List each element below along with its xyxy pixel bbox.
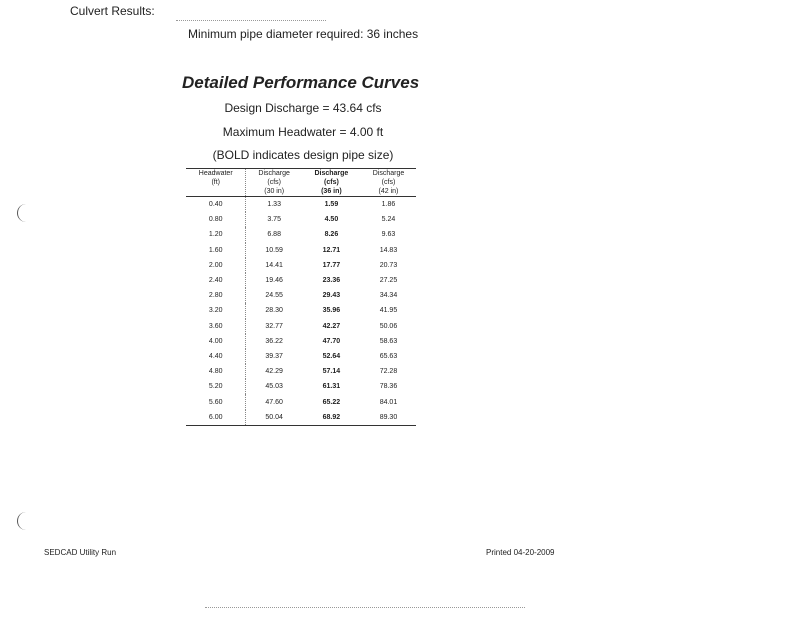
headwater-cell: 6.00 bbox=[186, 410, 246, 426]
discharge-30-cell: 14.41 bbox=[246, 258, 302, 273]
discharge-36-cell: 17.77 bbox=[322, 261, 341, 269]
discharge-30-cell: 47.60 bbox=[246, 394, 302, 409]
header-headwater bbox=[186, 169, 246, 197]
discharge-42-cell: 84.01 bbox=[379, 398, 398, 406]
discharge-30-cell: 6.88 bbox=[246, 227, 302, 242]
discharge-42-cell: 72.28 bbox=[379, 368, 398, 376]
discharge-36-cell: 61.31 bbox=[322, 383, 341, 391]
min-pipe-diameter-text: Minimum pipe diameter required: 36 inches bbox=[188, 27, 419, 41]
discharge-36-cell: 35.96 bbox=[322, 307, 341, 315]
table-row bbox=[186, 303, 416, 318]
discharge-36-cell: 47.70 bbox=[322, 337, 341, 345]
discharge-30-cell: 28.30 bbox=[246, 303, 302, 318]
headwater-cell: 0.80 bbox=[208, 216, 223, 224]
discharge-30-cell: 10.59 bbox=[246, 243, 302, 258]
table-row bbox=[186, 394, 416, 409]
culvert-results-label: Culvert Results: bbox=[70, 4, 155, 18]
discharge-30-cell: 1.33 bbox=[246, 197, 302, 213]
performance-table bbox=[186, 168, 416, 426]
discharge-42-cell: 27.25 bbox=[379, 277, 398, 285]
header-discharge-36-size: (36 in) bbox=[321, 188, 342, 195]
headwater-cell: 1.60 bbox=[208, 246, 223, 254]
headwater-cell: 0.40 bbox=[208, 201, 223, 209]
header-discharge-42 bbox=[361, 169, 416, 197]
discharge-42-cell: 34.34 bbox=[379, 292, 398, 300]
table-row bbox=[186, 379, 416, 394]
discharge-42-cell: 14.83 bbox=[379, 246, 398, 254]
discharge-36-cell: 68.92 bbox=[302, 410, 361, 426]
table-header-row bbox=[186, 169, 416, 197]
discharge-42-cell: 89.30 bbox=[361, 410, 416, 426]
discharge-42-cell: 78.36 bbox=[379, 383, 398, 391]
discharge-42-cell: 65.63 bbox=[379, 352, 398, 360]
table-row bbox=[186, 258, 416, 273]
headwater-cell: 3.60 bbox=[208, 322, 223, 330]
header-discharge-30 bbox=[246, 169, 302, 197]
table-row bbox=[186, 410, 416, 426]
header-discharge-30-size: (30 in) bbox=[264, 188, 285, 195]
discharge-30-cell: 45.03 bbox=[246, 379, 302, 394]
discharge-36-cell: 65.22 bbox=[322, 398, 341, 406]
discharge-36-cell: 29.43 bbox=[322, 292, 341, 300]
discharge-42-cell: 58.63 bbox=[379, 337, 398, 345]
discharge-36-cell: 52.64 bbox=[322, 352, 341, 360]
headwater-cell: 5.20 bbox=[208, 383, 223, 391]
footer-print-date: Printed 04-20-2009 bbox=[486, 548, 555, 557]
bold-note-text: (BOLD indicates design pipe size) bbox=[212, 148, 394, 162]
discharge-36-cell: 42.27 bbox=[322, 322, 341, 330]
discharge-42-cell: 9.63 bbox=[381, 231, 396, 239]
discharge-30-cell: 39.37 bbox=[246, 349, 302, 364]
design-discharge-text: Design Discharge = 43.64 cfs bbox=[224, 101, 382, 115]
discharge-42-cell: 1.86 bbox=[381, 201, 396, 209]
headwater-cell: 1.20 bbox=[208, 231, 223, 239]
discharge-30-cell: 19.46 bbox=[246, 273, 302, 288]
discharge-30-cell: 36.22 bbox=[246, 334, 302, 349]
headwater-cell: 4.40 bbox=[208, 352, 223, 360]
headwater-cell: 3.20 bbox=[208, 307, 223, 315]
scan-line-bottom bbox=[205, 607, 525, 608]
discharge-30-cell: 50.04 bbox=[246, 410, 302, 426]
table-row bbox=[186, 273, 416, 288]
table-row bbox=[186, 227, 416, 242]
header-discharge-42-unit: (cfs) bbox=[381, 179, 396, 186]
header-headwater-unit: (ft) bbox=[211, 179, 221, 186]
table-row bbox=[186, 319, 416, 334]
header-discharge-36 bbox=[302, 169, 361, 197]
discharge-42-cell: 50.06 bbox=[379, 322, 398, 330]
table-row bbox=[186, 334, 416, 349]
header-discharge-42-size: (42 in) bbox=[378, 188, 399, 195]
headwater-cell: 4.00 bbox=[208, 337, 223, 345]
table-row bbox=[186, 364, 416, 379]
binder-hole-mark bbox=[17, 512, 32, 530]
discharge-42-cell: 5.24 bbox=[381, 216, 396, 224]
discharge-42-cell: 41.95 bbox=[379, 307, 398, 315]
header-discharge-36-label: Discharge bbox=[314, 170, 349, 177]
header-headwater-label: Headwater bbox=[198, 170, 233, 177]
headwater-cell: 2.00 bbox=[208, 261, 223, 269]
header-discharge-42-label: Discharge bbox=[372, 170, 405, 177]
footer-program-name: SEDCAD Utility Run bbox=[44, 548, 117, 557]
discharge-36-cell: 57.14 bbox=[322, 368, 341, 376]
table-row bbox=[186, 243, 416, 258]
binder-hole-mark bbox=[17, 204, 32, 222]
discharge-42-cell: 20.73 bbox=[379, 261, 398, 269]
discharge-36-cell: 23.36 bbox=[322, 277, 341, 285]
headwater-cell: 5.60 bbox=[208, 398, 223, 406]
max-headwater-text: Maximum Headwater = 4.00 ft bbox=[222, 125, 384, 139]
table-row bbox=[186, 288, 416, 303]
performance-curves-title: Detailed Performance Curves bbox=[182, 73, 420, 92]
table-row bbox=[186, 197, 416, 213]
discharge-30-cell: 42.29 bbox=[246, 364, 302, 379]
header-discharge-30-label: Discharge bbox=[258, 170, 290, 177]
table-row bbox=[186, 349, 416, 364]
headwater-cell: 2.80 bbox=[208, 292, 223, 300]
headwater-cell: 4.80 bbox=[208, 368, 223, 376]
header-discharge-30-unit: (cfs) bbox=[267, 179, 281, 186]
discharge-36-cell: 8.26 bbox=[324, 231, 339, 239]
discharge-30-cell: 32.77 bbox=[246, 319, 302, 334]
discharge-36-cell: 12.71 bbox=[322, 246, 341, 254]
discharge-36-cell: 4.50 bbox=[324, 216, 339, 224]
discharge-30-cell: 24.55 bbox=[246, 288, 302, 303]
discharge-36-cell: 1.59 bbox=[324, 201, 339, 209]
scan-line-top bbox=[176, 20, 326, 21]
header-discharge-36-unit: (cfs) bbox=[324, 179, 339, 186]
discharge-30-cell: 3.75 bbox=[246, 212, 302, 227]
table-row bbox=[186, 212, 416, 227]
headwater-cell: 2.40 bbox=[208, 277, 223, 285]
